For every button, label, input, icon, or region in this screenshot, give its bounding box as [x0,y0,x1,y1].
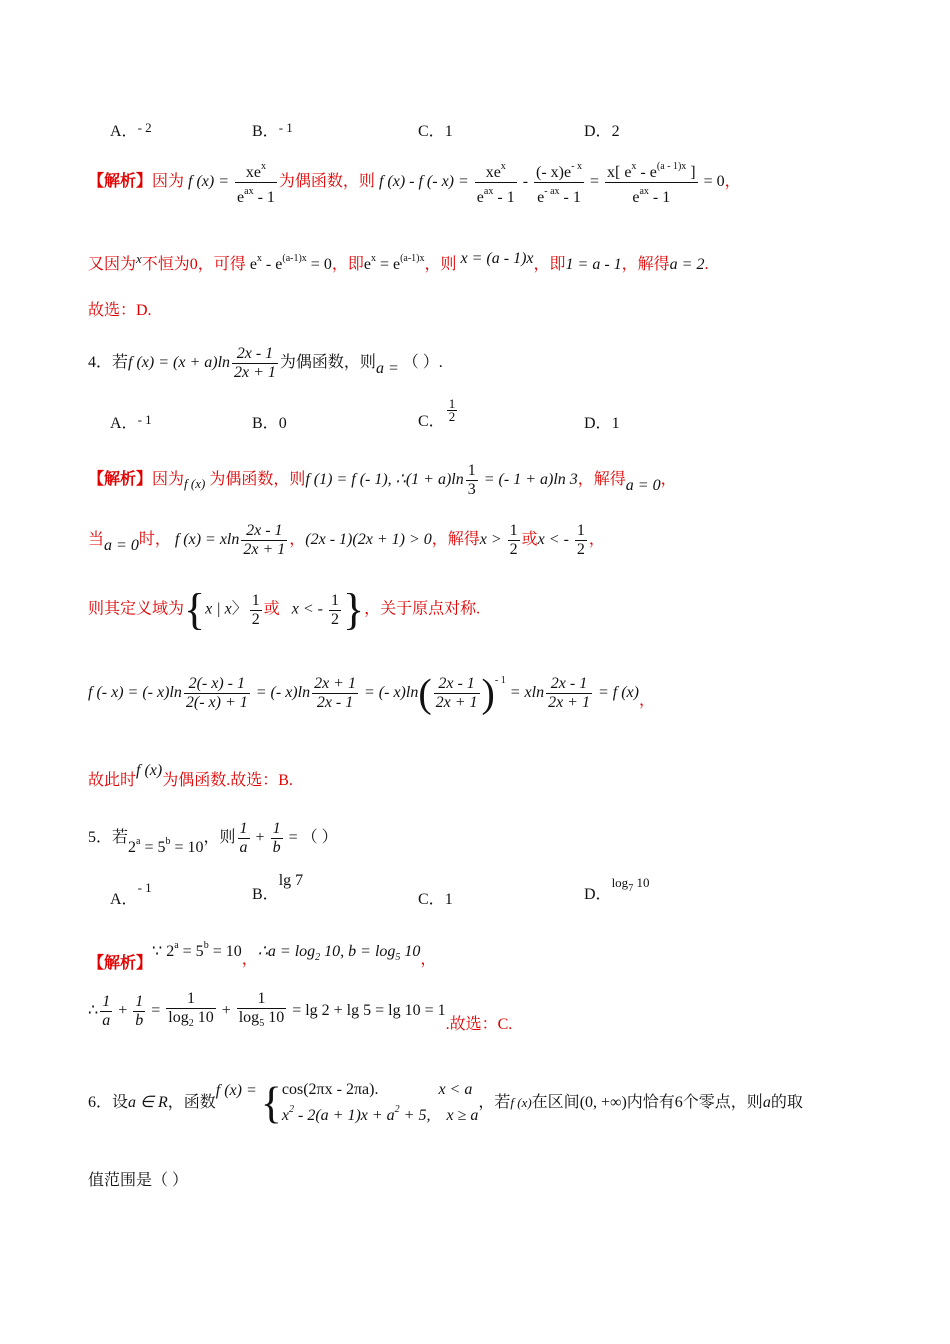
text: 又因为 [88,256,137,273]
question-number: 5．若 [88,829,129,847]
fraction: $\frac{2x + 1}{2x - 1}$ [314,674,356,711]
formula: = lg 2 + lg 5 = lg 10 = 1 [288,1002,446,1020]
q4-option-a[interactable] [110,410,152,433]
formula: a = [375,360,403,378]
option-label: D． [584,415,612,432]
q4-analysis-line3: 则其定义域为{x | x〉 $\frac{1}{2}$ 或 x < - $\frac{1}{2}$ }，关于原点对称. [88,585,481,634]
operator: + [251,829,269,847]
text: ， [588,531,605,549]
fraction: $\frac{1}{2}$ [331,591,340,628]
operator: = [585,173,603,191]
option-label: A． [110,415,138,432]
formula: 1 = a - 1 [565,256,622,273]
text: .故选：C. [445,1016,513,1034]
q6-stem-line2: 值范围是（ ） [88,1172,189,1189]
q4-analysis-line1 [88,462,890,499]
q3-option-b[interactable] [252,118,293,141]
operator: = [147,1002,165,1020]
option-label: C． [418,891,445,908]
formula: $e^x = e^{(a-1)x}$ [363,253,425,273]
fraction: $\frac{1}{b}$ [135,993,144,1029]
option-value: $\frac{1}{2}$ [448,396,456,424]
case-1: cos(2πx - 2πa). x < a [281,1081,473,1099]
q4-option-d[interactable] [584,410,620,433]
option-value: 1 [444,123,453,140]
formula: f (x) = (x + a)ln [128,354,231,372]
option-value: - 1 [137,412,152,427]
question-number: 6．设 [88,1094,129,1111]
text: （ ）. [402,354,443,372]
text: . [704,256,709,273]
text: 因为 [152,173,185,191]
formula: f (x) = xln [174,531,240,549]
q3-option-c[interactable] [418,118,453,141]
formula: a = 2 [669,256,705,273]
text: ，若 [478,1094,511,1111]
analysis-tag: 【解析】 [88,955,153,972]
formula: x > [479,531,506,549]
formula: f (x) = [188,173,234,191]
option-value: 1 [611,415,620,432]
formula: f (- x) = (- x)ln [88,684,182,701]
text: ，关于原点对称. [364,600,481,618]
option-value: 2 [611,123,620,140]
formula: a [762,1094,771,1111]
formula: a = 0 [104,537,139,555]
symbol: ∴ [88,1002,99,1020]
q3-answer: 故选：D. [88,302,152,319]
formula: = (- x)ln [251,684,311,701]
option-label: B． [252,123,279,140]
fraction: $\frac{x[ e^x - e^{(a - 1)x} ]}{e^{ax} - 1}$ [605,158,698,207]
q3-analysis-line2 [88,248,890,276]
option-label: D． [584,886,612,903]
formula: a = 0 [625,477,661,495]
q4-analysis-line4: f (- x) = (- x)ln $\frac{2(- x) - 1}{2(- x) + 1}$ = (- x)ln $\frac{2x + 1}{2x - 1}$ = (- x)ln( $\frac{2x - 1}{2x + 1}$ )$^{- 1}$ = xln $\frac{2x - 1}{2x + 1}$ = f (x)， [88,670,655,716]
q3-option-d[interactable] [584,118,620,141]
option-label: B． [252,415,279,432]
text: ， [660,471,677,489]
formula: f (x) = [215,1082,261,1099]
fraction: $\frac{2x - 1}{2x + 1}$ [234,345,276,381]
option-label: A． [110,123,138,140]
text: ， [638,692,655,709]
operator: + [114,1002,132,1020]
text: 时， [138,531,171,549]
fraction: $\frac{1}{b}$ [272,820,281,856]
formula: = (- 1 + a)ln 3 [479,471,578,489]
text: 为偶函数.故选：B. [162,772,293,789]
text: ，则 [424,256,457,273]
fraction: $\frac{2x - 1}{2x + 1}$ [243,522,286,558]
piecewise [282,1080,478,1126]
text: 或 [521,531,538,549]
operator: + [217,1002,235,1020]
option-value: 1 [444,891,453,908]
fraction: $\frac{1}{2}$ [576,522,585,558]
case-2: $x^2 - 2(a + 1)x + a^2 + 5$, x ≥ a [281,1104,479,1125]
formula: x < - [537,531,573,549]
fraction: $\frac{1}{\log_5 10}$ [238,990,285,1029]
text: ，则 [203,829,236,847]
fraction: $\frac{2x - 1}{2x + 1}$ [435,674,478,711]
q5-option-c[interactable] [418,886,453,909]
analysis-tag: 【解析】 [88,471,153,489]
fraction: $\frac{(- x)e^{- x}}{e^{- ax} - 1}$ [534,158,584,207]
text: ，解得 [431,531,480,549]
formula: ∵ $2^a = 5^b = 10$ [152,940,242,960]
fraction: $\frac{1}{2}$ [509,522,518,558]
text: 为偶函数，则 [209,471,306,489]
q4-stem [88,345,890,382]
text: 故此时 [88,772,137,789]
formula: f (x) [184,476,206,492]
fraction: $\frac{1}{3}$ [467,462,476,498]
q3-analysis-line1 [88,158,890,207]
text: 不恒为0，可得 [141,256,246,273]
text: 个零点，则 [682,1094,763,1111]
q4-analysis-line2 [88,522,890,559]
q6-stem [88,1080,890,1126]
option-label: C． [418,413,445,431]
text: ， [241,951,258,968]
text: 因为 [152,471,185,489]
q5-stem [88,820,890,859]
formula: f (x) [136,762,163,779]
formula: = 0 [699,173,725,191]
operator: - [518,173,533,191]
q5-analysis-line2 [88,990,890,1036]
formula: = f (x) [593,684,639,701]
text: ， [289,531,306,549]
formula: ∴a = $\log_2 10$, $b = \log_5 10$ [257,943,421,963]
text: ，解得 [621,256,670,273]
option-value: $\log_7 10$ [611,875,650,894]
text: ， [724,173,741,191]
formula: f (x) [510,1095,532,1110]
q5-option-d[interactable] [584,874,649,904]
q5-analysis-line1 [88,935,890,975]
formula: f (1) = f (- 1), ∴(1 + a)ln [305,471,464,489]
formula: $2^a = 5^b = 10$ [128,836,204,857]
fraction: $\frac{2x - 1}{2x + 1}$ [548,674,590,711]
operator: = [284,829,302,847]
formula: = xln [505,684,545,701]
q5-option-a[interactable] [110,880,152,909]
q4-option-c[interactable] [418,398,459,431]
text: 内恰有 [626,1094,675,1111]
text: 当 [88,531,105,549]
fraction: $\frac{1}{2}$ [251,591,260,628]
right-brace: } [343,585,365,634]
q5-option-b[interactable] [252,872,303,904]
formula: = (- x)ln [359,684,419,701]
question-number: 4．若 [88,354,129,372]
left-brace: { [184,585,206,634]
formula: (0, +∞) [579,1094,627,1111]
fraction: $\frac{1}{\log_2 10}$ [168,990,214,1029]
text: 或 [263,600,280,618]
formula: (2x - 1)(2x + 1) > 0 [305,531,432,549]
q4-analysis-line5 [88,760,890,792]
formula: 6 [674,1094,683,1111]
fraction: $\frac{1}{a}$ [102,993,111,1029]
fraction: $\frac{2(- x) - 1}{2(- x) + 1}$ [185,674,248,711]
q4-option-b[interactable] [252,410,287,433]
formula: a ∈ R [128,1094,168,1111]
fraction: $\frac{xe^x}{e^{ax} - 1}$ [235,158,277,207]
text: ，即 [533,256,566,273]
exponent: - 1 [494,675,506,686]
fraction: $\frac{xe^x}{e^{ax} - 1}$ [475,158,517,207]
q3-option-a[interactable] [110,118,152,141]
text: 为偶函数，则 [279,354,376,372]
text: ， [420,951,437,968]
text: 的取 [770,1094,803,1111]
text: 为偶函数，则 [278,173,375,191]
text: 在区间 [531,1094,580,1111]
option-label: C． [418,123,445,140]
formula: x | x [205,600,232,618]
text: ，函数 [167,1094,216,1111]
formula: x < - [291,600,328,618]
formula: x [136,251,142,266]
option-value: 0 [278,415,287,432]
text: 则其定义域为 [88,600,185,618]
option-label: D． [584,123,612,140]
option-value: - 1 [137,880,152,895]
analysis-tag: 【解析】 [88,173,153,191]
option-value: - 1 [278,120,293,135]
text: （ ） [301,829,338,847]
left-brace: { [260,1078,282,1128]
text: ，即 [331,256,364,273]
option-label: A． [110,891,138,908]
formula: $e^x - e^{(a-1)x} = 0$ [249,253,332,273]
fraction: $\frac{1}{a}$ [239,820,248,856]
formula: x = (a - 1)x [460,250,534,267]
option-value: lg 7 [278,872,304,889]
option-value: - 2 [137,120,152,135]
formula: f (x) - f (- x) = [378,173,473,191]
option-label: B． [252,886,279,903]
text: ，解得 [577,471,626,489]
